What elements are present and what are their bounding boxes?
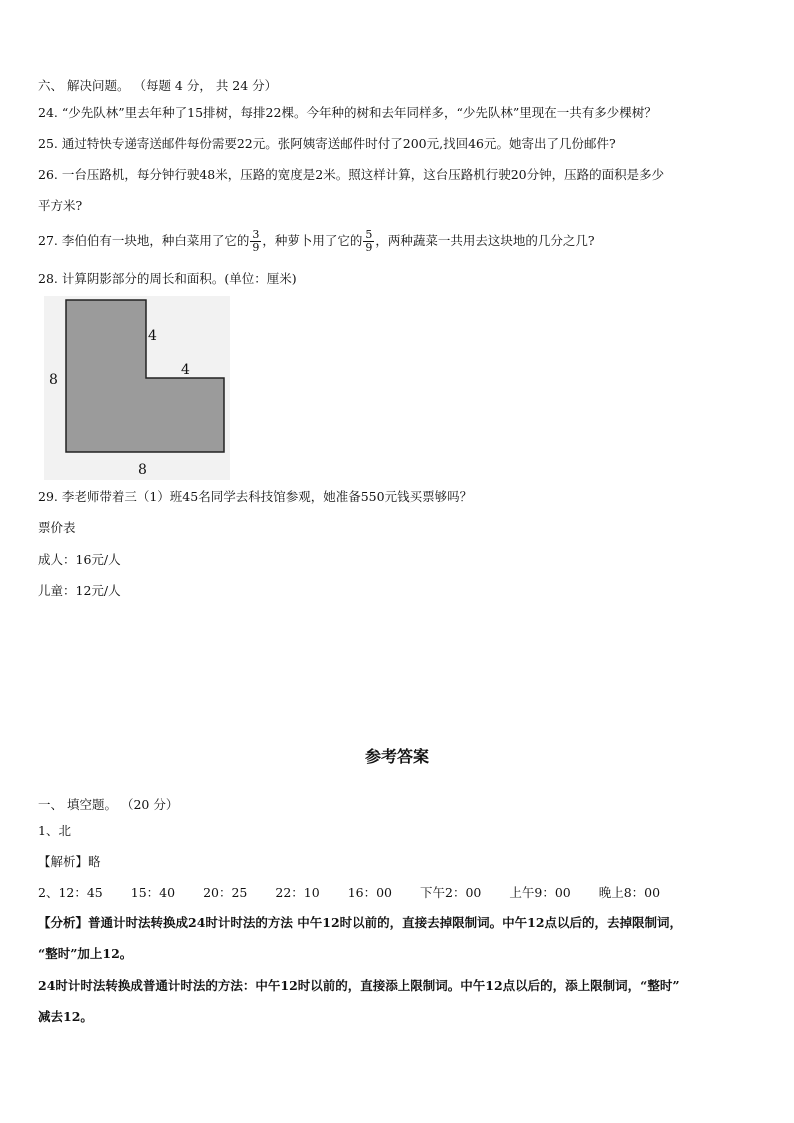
price-table-title: 票价表 xyxy=(38,520,76,535)
answer-2-analysis-line3: 24时计时法转换成普通计时法的方法：中午12时以前的，直接添上限制词。中午12点以后的，添上限制词，“整时” xyxy=(38,978,680,993)
q27-text-3: ，两种蔬菜一共用去这块地的几分之几? xyxy=(375,233,595,248)
answers-section1-heading: 一、 填空题。 （20 分） xyxy=(38,797,179,812)
question-26-line2: 平方米? xyxy=(38,198,83,213)
answer-2-item: 晚上8：00 xyxy=(598,885,661,900)
price-adult: 成人：16元/人 xyxy=(38,552,121,567)
answer-2 xyxy=(38,884,764,902)
fraction-2-denominator: 9 xyxy=(365,241,373,254)
answer-2-analysis-line1: 【分析】普通计时法转换成24时计时法的方法 中午12时以前的，直接去掉限制词。中午12点以后的，去掉限制词， xyxy=(38,915,683,930)
q27-text-2: ，种萝卜用了它的 xyxy=(262,233,363,248)
q27-text-1: 27. 李伯伯有一块地，种白菜用了它的 xyxy=(38,233,250,248)
answer-2-item: 22：10 xyxy=(275,885,320,900)
answer-2-item: 2、12：45 xyxy=(38,885,103,900)
question-28: 28. 计算阴影部分的周长和面积。(单位：厘米) xyxy=(38,271,297,286)
question-24: 24. “少先队林”里去年种了15排树，每排22棵。今年种的树和去年同样多，“少先队林”里现在一共有多少棵树？ xyxy=(38,105,657,120)
question-29: 29. 李老师带着三（1）班45名同学去科技馆参观，她准备550元钱买票够吗？ xyxy=(38,489,473,504)
fraction-2 xyxy=(363,229,374,254)
answer-2-analysis-line2: “整时”加上12。 xyxy=(38,946,133,961)
section6-heading: 六、 解决问题。 （每题 4 分， 共 24 分） xyxy=(38,78,278,93)
answer-2-item: 下午2：00 xyxy=(420,885,482,900)
answer-2-item: 16：00 xyxy=(347,885,393,900)
answer-1: 1、北 xyxy=(38,823,71,838)
answers-title: 参考答案 xyxy=(364,747,429,766)
answer-1-analysis: 【解析】略 xyxy=(38,854,101,869)
label-step: 4 xyxy=(181,362,190,378)
question-25: 25. 通过特快专递寄送邮件每份需要22元。张阿姨寄送邮件时付了200元,找回46元。她寄出了几份邮件? xyxy=(38,136,616,151)
fraction-2-numerator: 5 xyxy=(365,228,373,241)
question-27 xyxy=(38,228,764,254)
price-child: 儿童：12元/人 xyxy=(38,583,121,598)
answer-2-item: 20：25 xyxy=(203,885,248,900)
answer-2-item: 15：40 xyxy=(130,885,176,900)
fraction-1-denominator: 9 xyxy=(252,241,260,254)
label-left: 8 xyxy=(49,372,58,388)
label-top-inner: 4 xyxy=(148,328,157,344)
label-bottom: 8 xyxy=(138,462,147,478)
fraction-1-numerator: 3 xyxy=(252,228,260,241)
fraction-1 xyxy=(250,229,261,254)
answer-2-item: 上午9：00 xyxy=(509,885,571,900)
question-26-line1: 26. 一台压路机，每分钟行驶48米，压路的宽度是2米。照这样计算，这台压路机行驶20分钟，压路的面积是多少 xyxy=(38,167,665,182)
answer-2-analysis-line4: 减去12。 xyxy=(38,1009,93,1024)
l-shape-figure xyxy=(44,296,230,480)
